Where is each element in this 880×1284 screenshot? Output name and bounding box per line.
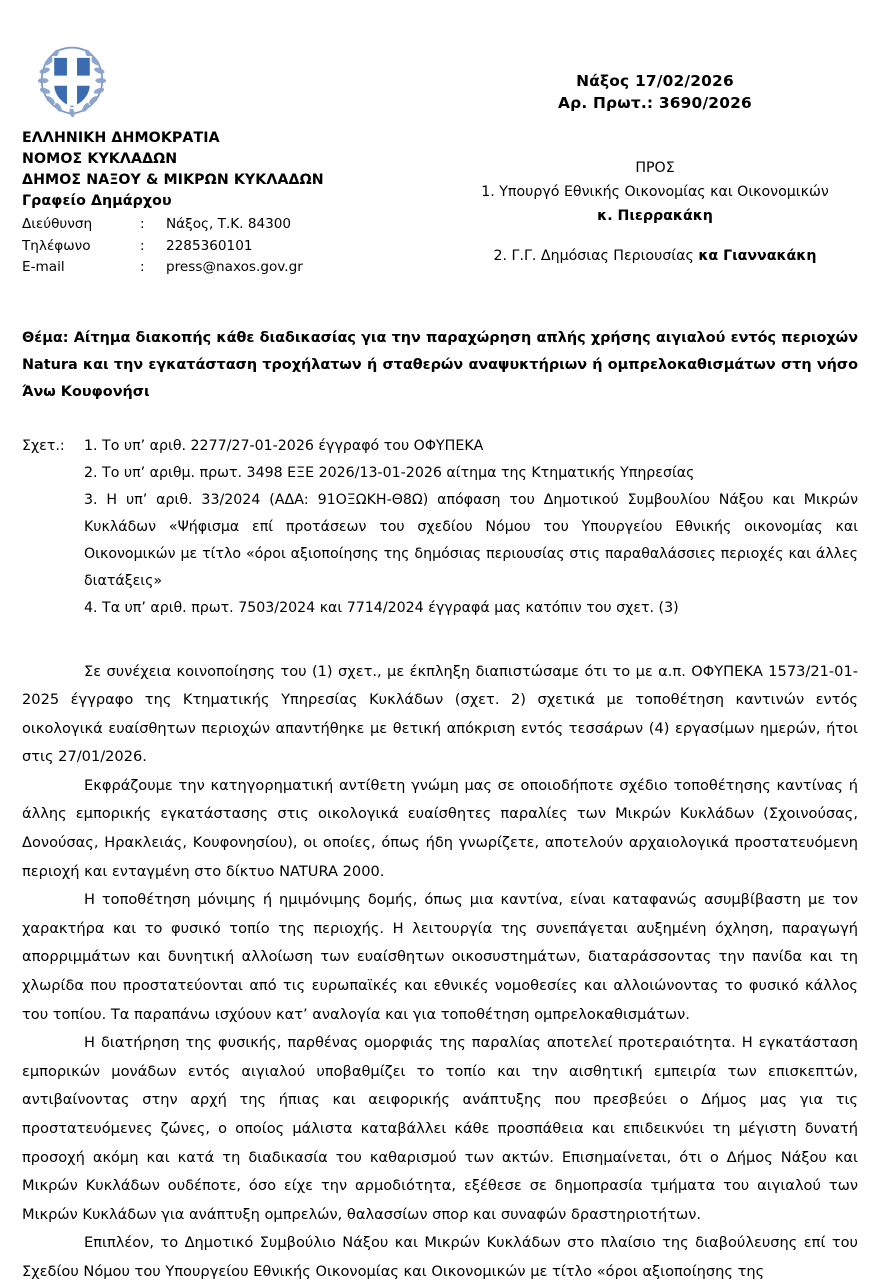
subject-label: Θέμα: <box>22 329 69 346</box>
body-paragraph: Επιπλέον, το Δημοτικό Συμβούλιο Νάξου και Μικρών Κυκλάδων στο πλαίσιο της διαβούλευσης επί του Σχεδίου Νόμου του Υπουργείου Εθνικής Οικονομίας και Οικονομικών με τίτλο «όροι αξιοποίησης της <box>22 1234 858 1280</box>
contact-row-email <box>22 257 303 279</box>
related-item: 2. Το υπ’ αριθμ. πρωτ. 3498 ΕΞΕ 2026/13-01-2026 αίτημα της Κτηματικής Υπηρεσίας <box>84 464 695 481</box>
recipient-2-name: κα Γιαννακάκη <box>698 248 817 264</box>
greek-coat-of-arms-icon <box>36 42 108 118</box>
contact-value-email: press@naxos.gov.gr <box>166 259 303 275</box>
contact-colon-email: : <box>140 259 145 275</box>
contact-row-address <box>22 214 303 236</box>
contact-details-table <box>22 214 303 279</box>
document-header <box>22 0 858 279</box>
protocol-number: Αρ. Πρωτ.: 3690/2026 <box>558 94 752 112</box>
subject-text: Αίτημα διακοπής κάθε διαδικασίας για την παραχώρηση απλής χρήσης αιγιαλού εντός περιοχών Natura και την εγκατάσταση τροχήλατων ή σταθερών αναψυκτήριων ή ομπρελοκαθισμάτων στη νήσο Άνω Κουφονήσι <box>22 329 858 400</box>
related-items-list <box>84 433 858 622</box>
recipients-title: ΠΡΟΣ <box>635 160 675 176</box>
body-paragraph: Σε συνέχεια κοινοποίησης του (1) σχετ., με έκπληξη διαπιστώσαμε ότι το με α.π. ΟΦΥΠΕΚΑ 1573/21-01-2025 έγγραφο της Κτηματικής Υπηρεσίας Κυκλάδων (σχετ. 2) σχετικά με τοποθέτηση καντινών εντός οικολογικά ευαίσθητων περιοχών απαντήθηκε με θετική απόκριση εντός τεσσάρων (4) εργασίμων ημερών, ήτοι στις 27/01/2026. <box>22 662 858 766</box>
contact-label-phone: Τηλέφωνο <box>22 237 91 254</box>
contact-row-phone <box>22 236 303 258</box>
document-body <box>22 658 858 1284</box>
recipient-2-line <box>452 244 858 268</box>
place-and-date: Νάξος 17/02/2026 <box>576 72 734 90</box>
contact-colon-address: : <box>140 216 145 232</box>
recipient-2-prefix: 2. Γ.Γ. Δημόσιας Περιουσίας <box>493 248 699 264</box>
org-line-prefecture: ΝΟΜΟΣ ΚΥΚΛΑΔΩΝ <box>22 151 178 167</box>
header-left-block <box>22 42 452 279</box>
subject-line <box>22 325 858 406</box>
contact-colon-phone: : <box>140 237 145 254</box>
related-item: 1. Το υπ’ αριθ. 2277/27-01-2026 έγγραφό του ΟΦΥΠΕΚΑ <box>84 437 484 454</box>
recipient-1-name: κ. Πιερρακάκη <box>597 208 713 224</box>
recipient-1-line: 1. Υπουργό Εθνικής Οικονομίας και Οικονομικών <box>481 184 829 200</box>
body-paragraph: Η διατήρηση της φυσικής, παρθένας ομορφιάς της παραλίας αποτελεί προτεραιότητα. Η εγκατάσταση εμπορικών μονάδων εντός αιγιαλού υποβαθμίζει το τοπίο και την αισθητική εμπειρία των επισκεπτών, αντιβαίνοντας στην αρχή της ήπιας και αειφορικής ανάπτυξης που πρεσβεύει ο Δήμος μας για τις προστατευόμενες ζώνες, ο οποίος μάλιστα καταβάλλει κάθε προσπάθεια και επιδεικνύει τη μέγιστη δυνατή προσοχή ακόμη και κατά τη διαδικασία του καθαρισμού των ακτών. Επισημαίνεται, ότι ο Δήμος Νάξου και Μικρών Κυκλάδων ουδέποτε, όσο είχε την αρμοδιότητα, εξέθεσε σε δημοπρασία τμήματα του αιγιαλού των Μικρών Κυκλάδων για ανάπτυξη ομπρελών, θαλασσίων σπορ και συναφών δραστηριοτήτων. <box>22 1034 858 1223</box>
recipients-block <box>452 156 858 268</box>
org-line-office: Γραφείο Δημάρχου <box>22 193 172 209</box>
related-item: 3. Η υπ’ αριθ. 33/2024 (ΑΔΑ: 91ΟΞΩΚΗ-Θ8Ω) απόφαση του Δημοτικού Συμβουλίου Νάξου και Μικρών Κυκλάδων «Ψήφισμα επί προτάσεων του σχεδίου Νόμου του Υπουργείου Εθνικής οικονομίας και Οικονομικών με τίτλο «όροι αξιοποίησης της δημόσιας περιουσίας στις παραθαλάσσιες περιοχές και άλλες διατάξεις» <box>84 491 858 589</box>
body-paragraph: Η τοποθέτηση μόνιμης ή ημιμόνιμης δομής, όπως μια καντίνα, είναι καταφανώς ασυμβίβαστη με τον χαρακτήρα και το φυσικό τοπίο της περιοχής. Η λειτουργία της συνεπάγεται αυξημένη όχληση, παραγωγή απορριμμάτων και δυνητική αλλοίωση των ευαίσθητων οικοσυστημάτων, διαταράσσοντας την πανίδα και τη χλωρίδα που προστατεύονται από τις ευρωπαϊκές και εθνικές νομοθεσίες και αλλοιώνοντας το φυσικό κάλλος του τοπίου. Τα παραπάνω ισχύουν κατ’ αναλογία και για τοποθέτηση ομπρελοκαθισμάτων. <box>22 891 858 1023</box>
org-line-municipality: ΔΗΜΟΣ ΝΑΞΟΥ & ΜΙΚΡΩΝ ΚΥΚΛΑΔΩΝ <box>22 172 324 188</box>
recipients-spacer <box>452 228 858 244</box>
related-documents-block <box>22 433 858 622</box>
contact-value-phone: 2285360101 <box>166 237 253 254</box>
contact-label-address: Διεύθυνση <box>22 216 93 232</box>
contact-label-email: E-mail <box>22 259 65 275</box>
related-label: Σχετ.: <box>22 437 65 454</box>
org-line-republic: ΕΛΛΗΝΙΚΗ ΔΗΜΟΚΡΑΤΙΑ <box>22 130 220 146</box>
header-right-block <box>452 42 858 268</box>
contact-value-address: Νάξος, Τ.Κ. 84300 <box>166 216 292 232</box>
body-paragraph: Εκφράζουμε την κατηγορηματική αντίθετη γνώμη μας σε οποιοδήποτε σχέδιο τοποθέτησης καντίνας ή άλλης εμπορικής εγκατάστασης στις οικολογικά ευαίσθητες παραλίες των Μικρών Κυκλάδων (Σχοινούσας, Δονούσας, Ηρακλειάς, Κουφονησίου), οι οποίες, όπως ήδη γνωρίζετε, αποτελούν αρχαιολογικά προστατευόμενη περιοχή και ενταγμένη στο δίκτυο NATURA 2000. <box>22 776 858 880</box>
related-item: 4. Τα υπ’ αριθ. πρωτ. 7503/2024 και 7714/2024 έγγραφά μας κατόπιν του σχετ. (3) <box>84 599 679 616</box>
